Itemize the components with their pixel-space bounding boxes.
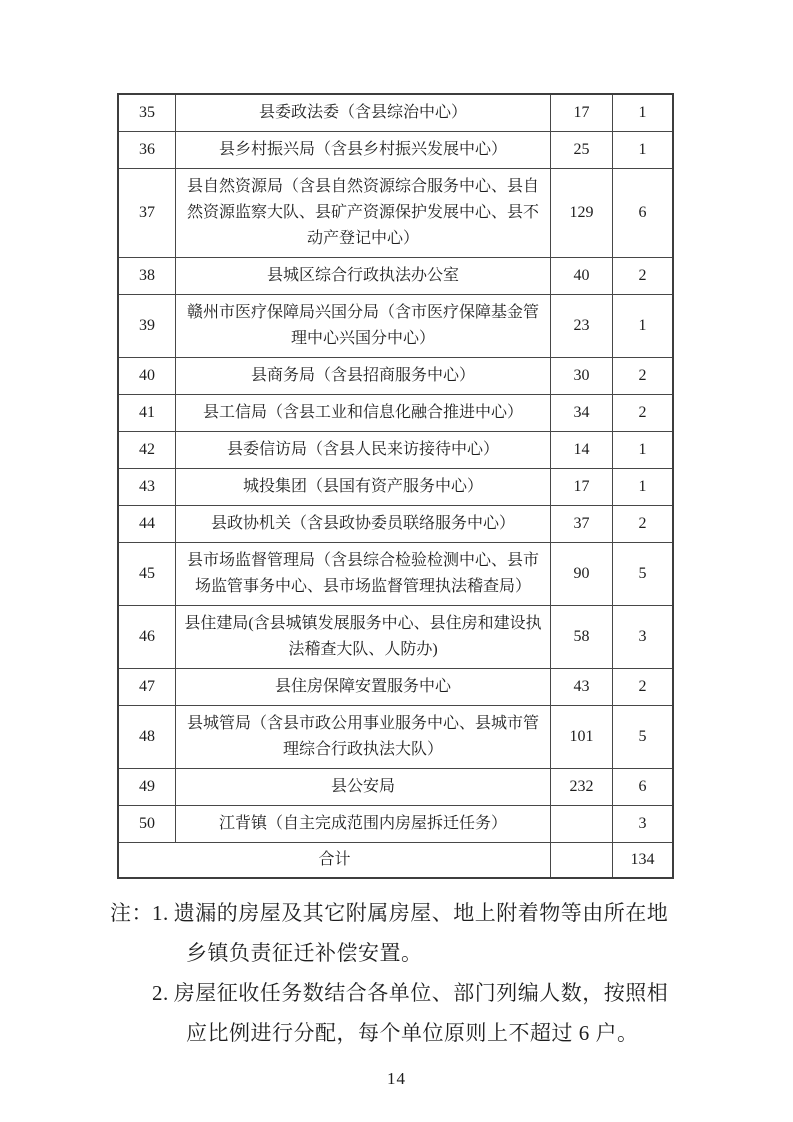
quota-count-cell: 1 — [613, 132, 674, 169]
row-number-cell: 45 — [118, 543, 176, 606]
note-text: 遗漏的房屋及其它附属房屋、地上附着物等由所在地乡镇负责征迁补偿安置。 — [173, 901, 669, 965]
row-number-cell: 41 — [118, 395, 176, 432]
note-text: 房屋征收任务数结合各单位、部门列编人数，按照相应比例进行分配，每个单位原则上不超过 6 户。 — [173, 981, 669, 1045]
houses-count-cell: 34 — [551, 395, 613, 432]
allocation-table — [117, 93, 674, 879]
houses-count-cell — [551, 806, 613, 843]
table-row — [118, 169, 673, 258]
houses-count-cell: 37 — [551, 506, 613, 543]
row-number-cell: 37 — [118, 169, 176, 258]
page-number: 14 — [387, 1069, 406, 1088]
quota-count-cell: 1 — [613, 432, 674, 469]
unit-name-cell: 县政协机关（含县政协委员联络服务中心） — [176, 506, 551, 543]
unit-name-cell: 县商务局（含县招商服务中心） — [176, 358, 551, 395]
quota-count-cell: 2 — [613, 395, 674, 432]
total-label-cell: 合计 — [118, 843, 551, 879]
row-number-cell: 39 — [118, 295, 176, 358]
houses-count-cell: 14 — [551, 432, 613, 469]
note-number: 2. — [152, 981, 169, 1005]
note-item — [152, 973, 676, 1053]
quota-count-cell: 1 — [613, 295, 674, 358]
houses-count-cell: 17 — [551, 94, 613, 132]
houses-count-cell: 58 — [551, 606, 613, 669]
houses-count-cell: 90 — [551, 543, 613, 606]
table-row — [118, 94, 673, 132]
quota-count-cell: 6 — [613, 169, 674, 258]
total-houses-cell — [551, 843, 613, 879]
quota-count-cell: 2 — [613, 669, 674, 706]
row-number-cell: 35 — [118, 94, 176, 132]
table-row — [118, 706, 673, 769]
unit-name-cell: 江背镇（自主完成范围内房屋拆迁任务） — [176, 806, 551, 843]
quota-count-cell: 5 — [613, 706, 674, 769]
unit-name-cell: 赣州市医疗保障局兴国分局（含市医疗保障基金管理中心兴国分中心） — [176, 295, 551, 358]
row-number-cell: 42 — [118, 432, 176, 469]
unit-name-cell: 县乡村振兴局（含县乡村振兴发展中心） — [176, 132, 551, 169]
row-number-cell: 36 — [118, 132, 176, 169]
quota-count-cell: 5 — [613, 543, 674, 606]
table-row — [118, 769, 673, 806]
houses-count-cell: 129 — [551, 169, 613, 258]
unit-name-cell: 城投集团（县国有资产服务中心） — [176, 469, 551, 506]
table-row — [118, 295, 673, 358]
table-row — [118, 258, 673, 295]
table-row — [118, 395, 673, 432]
quota-count-cell: 2 — [613, 506, 674, 543]
table-row — [118, 606, 673, 669]
quota-count-cell: 3 — [613, 606, 674, 669]
table-row — [118, 432, 673, 469]
table-body — [118, 94, 673, 843]
table-row — [118, 506, 673, 543]
unit-name-cell: 县自然资源局（含县自然资源综合服务中心、县自然资源监察大队、县矿产资源保护发展中心、县不动产登记中心） — [176, 169, 551, 258]
houses-count-cell: 23 — [551, 295, 613, 358]
unit-name-cell: 县委政法委（含县综治中心） — [176, 94, 551, 132]
row-number-cell: 43 — [118, 469, 176, 506]
quota-count-cell: 3 — [613, 806, 674, 843]
houses-count-cell: 43 — [551, 669, 613, 706]
houses-count-cell: 25 — [551, 132, 613, 169]
total-quota-cell: 134 — [613, 843, 674, 879]
houses-count-cell: 30 — [551, 358, 613, 395]
notes-section — [110, 893, 688, 1053]
table-footer — [118, 843, 673, 879]
unit-name-cell: 县工信局（含县工业和信息化融合推进中心） — [176, 395, 551, 432]
table-row — [118, 132, 673, 169]
unit-name-cell: 县委信访局（含县人民来访接待中心） — [176, 432, 551, 469]
row-number-cell: 46 — [118, 606, 176, 669]
table-row — [118, 806, 673, 843]
houses-count-cell: 40 — [551, 258, 613, 295]
unit-name-cell: 县市场监督管理局（含县综合检验检测中心、县市场监管事务中心、县市场监督管理执法稽查局） — [176, 543, 551, 606]
unit-name-cell: 县城管局（含县市政公用事业服务中心、县城市管理综合行政执法大队） — [176, 706, 551, 769]
quota-count-cell: 1 — [613, 469, 674, 506]
unit-name-cell: 县公安局 — [176, 769, 551, 806]
table-row — [118, 469, 673, 506]
notes-label: 注： — [110, 901, 153, 925]
quota-count-cell: 6 — [613, 769, 674, 806]
quota-count-cell: 2 — [613, 258, 674, 295]
note-number: 1. — [152, 901, 169, 925]
row-number-cell: 50 — [118, 806, 176, 843]
row-number-cell: 49 — [118, 769, 176, 806]
table-row — [118, 669, 673, 706]
unit-name-cell: 县城区综合行政执法办公室 — [176, 258, 551, 295]
houses-count-cell: 232 — [551, 769, 613, 806]
table-row — [118, 543, 673, 606]
row-number-cell: 47 — [118, 669, 176, 706]
row-number-cell: 48 — [118, 706, 176, 769]
unit-name-cell: 县住房保障安置服务中心 — [176, 669, 551, 706]
row-number-cell: 40 — [118, 358, 176, 395]
houses-count-cell: 17 — [551, 469, 613, 506]
unit-name-cell: 县住建局(含县城镇发展服务中心、县住房和建设执法稽查大队、人防办) — [176, 606, 551, 669]
quota-count-cell: 1 — [613, 94, 674, 132]
row-number-cell: 44 — [118, 506, 176, 543]
quota-count-cell: 2 — [613, 358, 674, 395]
note-item — [152, 893, 676, 973]
table-row — [118, 358, 673, 395]
row-number-cell: 38 — [118, 258, 176, 295]
houses-count-cell: 101 — [551, 706, 613, 769]
total-row — [118, 843, 673, 879]
